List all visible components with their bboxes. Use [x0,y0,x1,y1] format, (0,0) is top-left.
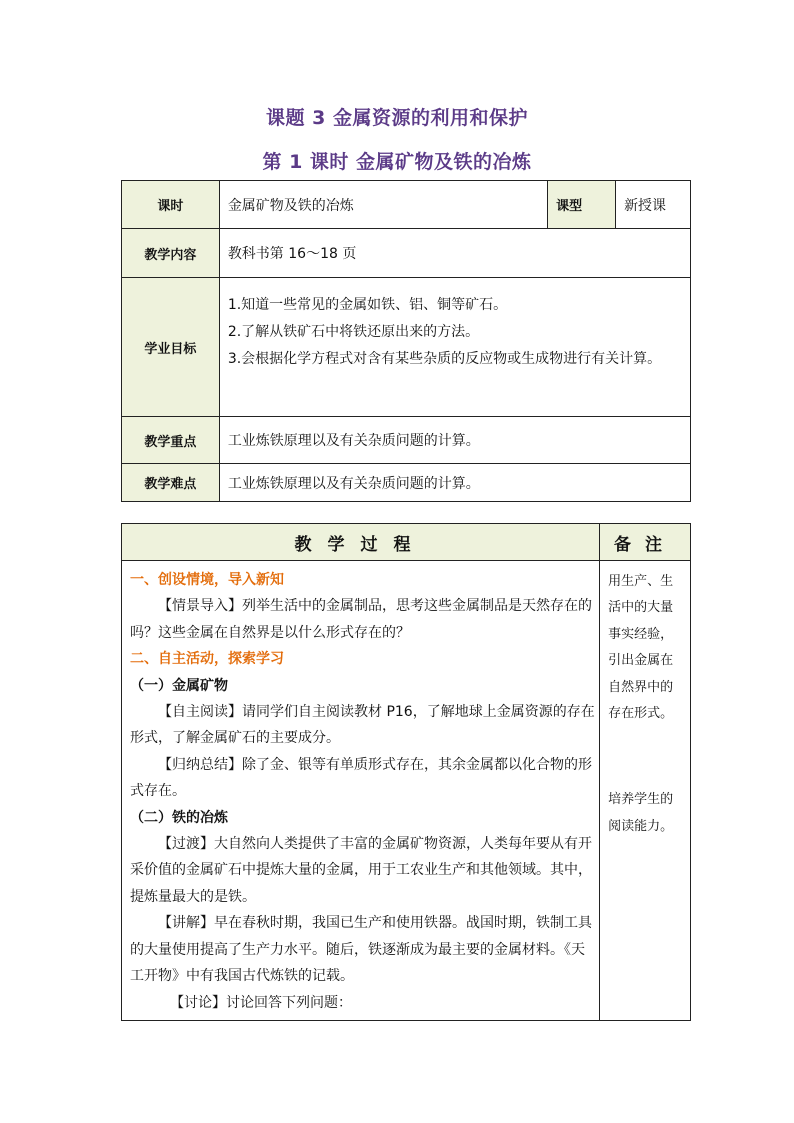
paragraph: 【情景导入】列举生活中的金属制品，思考这些金属制品是天然存在的吗？这些金属在自然界是以什么形式存在的？ [130,598,592,641]
notes-header: 备注 [600,524,691,561]
goals-list [219,278,690,417]
page-subtitle: 第 1 课时 金属矿物及铁的冶炼 [262,151,532,173]
content-label: 教学内容 [122,229,220,278]
note-item: 用生产、生活中的大量事实经验，引出金属在自然界中的存在形式。 [608,574,674,722]
paragraph: 【讲解】早在春秋时期，我国已生产和使用铁器。战国时期，铁制工具的大量使用提高了生产力水平。随后，铁逐渐成为最主要的金属材料。《天工开物》中有我国古代炼铁的记载。 [130,915,592,985]
goal-item: 3.会根据化学方程式对含有某些杂质的反应物或生成物进行有关计算。 [227,351,662,367]
section-heading: 二、自主活动，探索学习 [130,651,284,668]
paragraph: 【归纳总结】除了金、银等有单质形式存在，其余金属都以化合物的形式存在。 [130,756,592,800]
period-value: 金属矿物及铁的冶炼 [219,181,547,229]
lesson-info-table [121,180,691,502]
goals-label: 学业目标 [122,278,220,417]
difficulty-label: 教学难点 [122,464,220,502]
process-header: 教学过程 [122,524,600,561]
key-point-label: 教学重点 [122,417,220,464]
page-title: 课题 3 金属资源的利用和保护 [266,107,528,129]
lesson-type-value: 新授课 [616,181,691,229]
period-label: 课时 [122,181,220,229]
subsection-heading: （二）铁的冶炼 [130,809,228,826]
section-heading: 一、创设情境，导入新知 [130,572,284,588]
goal-item: 2.了解从铁矿石中将铁还原出来的方法。 [227,324,480,340]
paragraph: 【讨论】讨论回答下列问题： [170,994,352,1011]
paragraph: 【过渡】大自然向人类提供了丰富的金属矿物资源，人类每年要从有开采价值的金属矿石中提炼大量的金属，用于工农业生产和其他领域。其中，提炼量最大的是铁。 [130,836,592,905]
paragraph: 【自主阅读】请同学们自主阅读教材 P16，了解地球上金属资源的存在形式，了解金属矿石的主要成分。 [130,704,595,747]
subsection-heading: （一）金属矿物 [130,677,228,694]
goal-item: 1.知道一些常见的金属如铁、铝、铜等矿石。 [227,297,508,313]
teaching-process-table [121,523,691,1021]
difficulty-value: 工业炼铁原理以及有关杂质问题的计算。 [219,464,690,502]
notes-content [600,561,691,1021]
note-item: 培养学生的阅读能力。 [608,792,674,834]
lesson-type-label: 课型 [548,181,616,229]
process-content [122,561,600,1021]
content-value: 教科书第 16～18 页 [219,229,690,278]
key-point-value: 工业炼铁原理以及有关杂质问题的计算。 [219,417,690,464]
